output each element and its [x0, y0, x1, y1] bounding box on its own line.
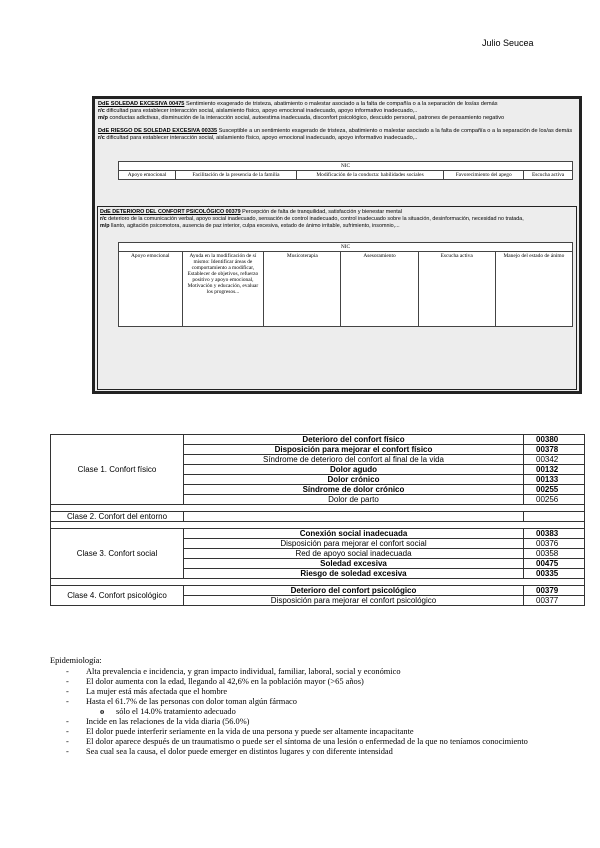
- list-subitem: [50, 707, 590, 717]
- rc-label: r/c: [100, 216, 107, 222]
- dx-cell: Soledad excesiva: [184, 559, 524, 569]
- nic-header: NIC: [119, 162, 573, 171]
- nic-cell: Modificación de la conducta: habilidades sociales: [296, 171, 443, 180]
- dx-cell: Red de apoyo social inadecuada: [184, 549, 524, 559]
- code-cell: 00342: [524, 455, 585, 465]
- code-cell: 00378: [524, 445, 585, 455]
- dx-soledad-rc: dificultad para establecer interacción social, aislamiento físico, apoyo emocional inadecuado, apoyo informativo inadecuado,..: [104, 108, 418, 114]
- list-item: [50, 727, 590, 737]
- list-item: [50, 697, 590, 707]
- item-text: Incide en las relaciones de la vida diaria (56.0%): [86, 717, 250, 726]
- dash-bullet: -: [66, 727, 69, 736]
- table-row: [51, 522, 585, 529]
- dx-cell: Deterioro del confort físico: [184, 435, 524, 445]
- code-cell: 00133: [524, 475, 585, 485]
- dash-bullet: -: [66, 747, 69, 756]
- nic-table-soledad: [118, 161, 573, 180]
- nic-cell: Facilitación de la presencia de la familia: [176, 171, 297, 180]
- code-cell: 00256: [524, 495, 585, 505]
- nic-cell: Musicoterapia: [264, 252, 341, 327]
- epidemiology-title: Epidemiología:: [50, 656, 102, 665]
- table-row: [51, 579, 585, 586]
- class-label: Clase 3. Confort social: [51, 529, 184, 579]
- dx-cell: Deterioro del confort psicológico: [184, 586, 524, 596]
- dx-confort-rc: deterioro de la comunicación verbal, apoyo social inadecuado, sensación de control inadecuado, control inadecuado sobre la situación, desinformación, necesidad no tratada,: [106, 216, 524, 222]
- table-row: [51, 529, 585, 539]
- mp-label: m/p: [100, 223, 110, 229]
- table-row: [51, 512, 585, 522]
- code-cell: 00379: [524, 586, 585, 596]
- diagnosis-box: [92, 96, 582, 394]
- dx-cell: Conexión social inadecuada: [184, 529, 524, 539]
- item-text: sólo el 14.0% tratamiento adecuado: [116, 707, 236, 716]
- item-text: El dolor aparece después de un traumatismo o puede ser el síntoma de una lesión o enfermedad de la que no teníamos conocimiento: [86, 737, 528, 746]
- dx-riesgo-title: DdE RIESGO DE SOLEDAD EXCESIVA 00335: [98, 128, 218, 134]
- code-cell: 00358: [524, 549, 585, 559]
- code-cell: 00380: [524, 435, 585, 445]
- nic-cell: Asesoramiento: [341, 252, 418, 327]
- item-text: Hasta el 61.7% de las personas con dolor toman algún fármaco: [86, 697, 297, 706]
- confort-classes-table: [50, 434, 585, 606]
- rc-label: r/c: [98, 108, 105, 114]
- dx-confort-mp: llanto, agitación psicomotora, ausencia de paz interior, culpa excesiva, estado de ánimo irritable, sufrimiento, insomnio,...: [109, 223, 400, 229]
- list-item: [50, 717, 590, 727]
- item-text: Sea cual sea la causa, el dolor puede emerger en distintos lugares y con diferente intensidad: [86, 747, 393, 756]
- nic-cell: Escucha activa: [418, 252, 495, 327]
- confort-section: [97, 206, 577, 390]
- dx-soledad-mp: conductas adictivas, disminución de la interacción social, autoestima inadecuada, disconfort psicológico, descuido personal, patrones de pensamiento negativo: [107, 115, 505, 121]
- list-item: [50, 677, 590, 687]
- epidemiology-section: [50, 656, 590, 757]
- rc-label: r/c: [98, 135, 105, 141]
- dx-confort-title: DdE DETERIORO DEL CONFORT PSICOLÓGICO 00379: [100, 209, 241, 215]
- nic-cell: Favorecimiento del apego: [444, 171, 524, 180]
- mp-label: m/p: [98, 115, 108, 121]
- list-item: [50, 737, 590, 747]
- dx-riesgo-definition: Susceptible a un sentimiento exagerado de tristeza, abatimiento o malestar asociado a la falta de compañía o a la separación de los/as demás: [217, 128, 573, 134]
- code-cell: 00377: [524, 596, 585, 606]
- nic-cell: Manejo del estado de ánimo: [495, 252, 572, 327]
- dx-cell: Síndrome de dolor crónico: [184, 485, 524, 495]
- list-item: [50, 747, 590, 757]
- dash-bullet: -: [66, 697, 69, 706]
- dx-confort-definition: Percepción de falta de tranquilidad, satisfacción y bienestar mental: [240, 209, 402, 215]
- list-item: [50, 687, 590, 697]
- nic-cell: Escucha activa: [524, 171, 573, 180]
- dx-cell: Dolor de parto: [184, 495, 524, 505]
- dash-bullet: -: [66, 737, 69, 746]
- code-cell: 00132: [524, 465, 585, 475]
- nic-table-confort: [118, 242, 573, 327]
- dx-cell: Disposición para mejorar el confort social: [184, 539, 524, 549]
- code-cell: 00335: [524, 569, 585, 579]
- dash-bullet: -: [66, 717, 69, 726]
- code-cell: 00383: [524, 529, 585, 539]
- dx-cell: Dolor agudo: [184, 465, 524, 475]
- nic-cell: Apoyo emocional: [119, 171, 176, 180]
- nic-cell: Ayuda en la modificación de sí mismo: Identificar áreas de comportamiento a modificar, Establecer de objetivos, refuerzo positivo y apoyo emocional, Motivación y educación, evaluar los progresos...: [182, 252, 264, 327]
- dash-bullet: -: [66, 677, 69, 686]
- epidemiology-list: [50, 667, 590, 757]
- class-label: Clase 4. Confort psicológico: [51, 586, 184, 606]
- nic-cell: Apoyo emocional: [119, 252, 183, 327]
- code-cell: 00255: [524, 485, 585, 495]
- class-label: Clase 2. Confort del entorno: [51, 512, 184, 522]
- dx-cell: Disposición para mejorar el confort psicológico: [184, 596, 524, 606]
- dx-soledad-definition: Sentimiento exagerado de tristeza, abatimiento o malestar asociado a la falta de compañía o a la separación de los/as demás: [184, 101, 498, 107]
- item-text: Alta prevalencia e incidencia, y gran impacto individual, familiar, laboral, social y económico: [86, 667, 401, 676]
- dx-soledad-title: DdE SOLEDAD EXCESIVA 00475: [98, 101, 185, 107]
- table-row: [51, 586, 585, 596]
- author-name: Julio Seucea: [482, 38, 534, 48]
- circle-bullet: o: [100, 707, 105, 716]
- dash-bullet: -: [66, 667, 69, 676]
- item-text: El dolor aumenta con la edad, llegando al 42,6% en la población mayor (>65 años): [86, 677, 364, 686]
- soledad-section: [98, 101, 578, 142]
- list-item: [50, 667, 590, 677]
- table-row: [51, 505, 585, 512]
- class-label: Clase 1. Confort físico: [51, 435, 184, 505]
- dx-cell: Síndrome de deterioro del confort al final de la vida: [184, 455, 524, 465]
- code-cell: 00475: [524, 559, 585, 569]
- table-row: [51, 435, 585, 445]
- code-cell: 00376: [524, 539, 585, 549]
- dx-cell: Riesgo de soledad excesiva: [184, 569, 524, 579]
- dash-bullet: -: [66, 687, 69, 696]
- dx-cell: Dolor crónico: [184, 475, 524, 485]
- item-text: La mujer está más afectada que el hombre: [86, 687, 228, 696]
- item-text: El dolor puede interferir seriamente en la vida de una persona y puede ser altamente incapacitante: [86, 727, 414, 736]
- dx-cell: Disposición para mejorar el confort físico: [184, 445, 524, 455]
- nic-header: NIC: [119, 243, 573, 252]
- dx-riesgo-rc: dificultad para establecer interacción social, aislamiento físico, apoyo emocional inadecuado, apoyo informativo inadecuado,..: [104, 135, 418, 141]
